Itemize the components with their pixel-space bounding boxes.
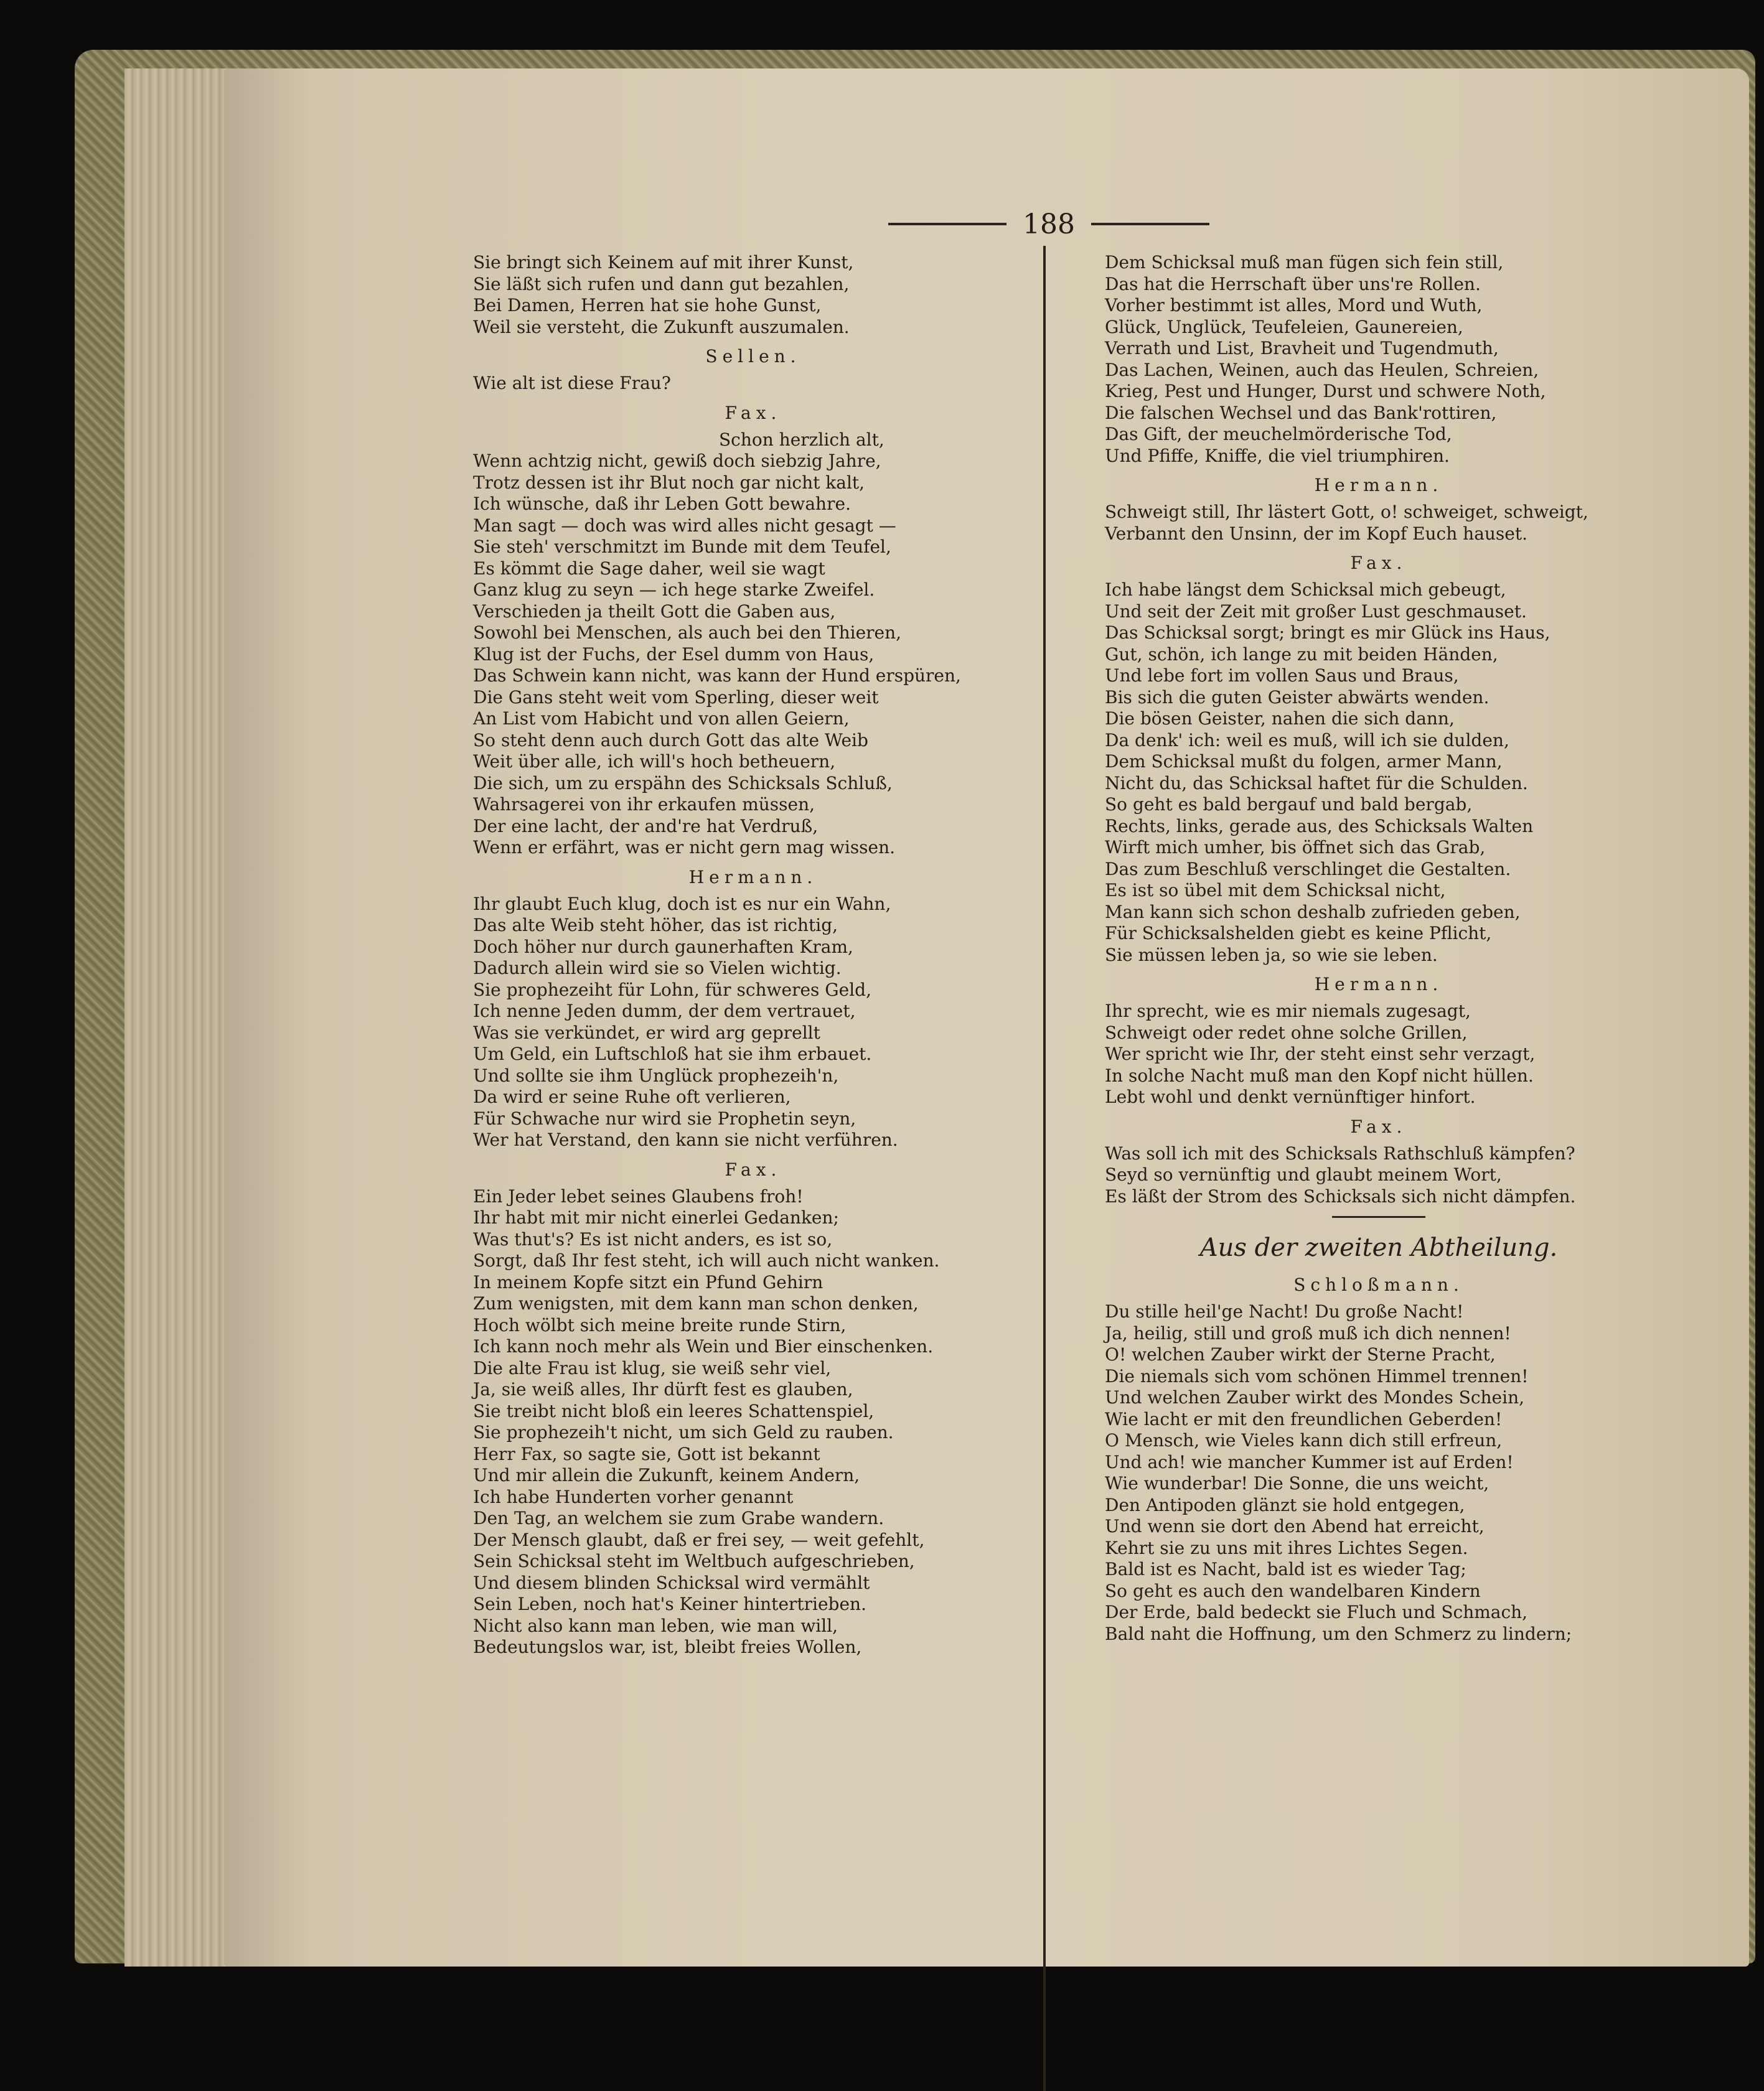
verse-line: Man kann sich schon deshalb zufrieden geben, <box>1105 901 1521 922</box>
speaker-name: Fax. <box>725 402 782 423</box>
verse-line: Für Schicksalshelden giebt es keine Pflicht, <box>1105 923 1492 943</box>
verse-line: Vorher bestimmt ist alles, Mord und Wuth, <box>1105 295 1483 316</box>
verse-line: Was sie verkündet, er wird arg geprellt <box>473 1022 820 1043</box>
speaker-name: Hermann. <box>1314 475 1443 495</box>
verse-line: Ich wünsche, daß ihr Leben Gott bewahre. <box>473 494 851 514</box>
verse-line: Kehrt sie zu uns mit ihres Lichtes Segen. <box>1105 1537 1468 1558</box>
verse-line: Und ach! wie mancher Kummer ist auf Erden! <box>1105 1451 1514 1472</box>
verse-line: Was soll ich mit des Schicksals Rathschluß kämpfen? <box>1105 1143 1575 1164</box>
verse-line: Ich nenne Jeden dumm, der dem vertrauet, <box>473 1001 856 1021</box>
verse-line: Die niemals sich vom schönen Himmel trennen! <box>1105 1365 1529 1387</box>
verse-line: Wenn er erfährt, was er nicht gern mag wissen. <box>473 837 896 858</box>
verse-line: Es ist so übel mit dem Schicksal nicht, <box>1105 880 1446 900</box>
verse-line: Bedeutungslos war, ist, bleibt freies Wollen, <box>473 1637 862 1657</box>
verse-line: Die bösen Geister, nahen die sich dann, <box>1105 708 1455 729</box>
verse-line: Das Gift, der meuchelmörderische Tod, <box>1105 424 1452 444</box>
speaker-name: Hermann. <box>688 866 818 887</box>
right-column <box>1105 252 1653 1645</box>
speaker-name: Fax. <box>725 1159 782 1180</box>
verse-line: Das hat die Herrschaft über uns're Rollen. <box>1105 273 1481 294</box>
verse-line: In meinem Kopfe sitzt ein Pfund Gehirn <box>473 1271 823 1293</box>
verse-line: Lebt wohl und denkt vernünftiger hinfort. <box>1105 1087 1476 1107</box>
verse-line: Klug ist der Fuchs, der Esel dumm von Haus, <box>473 643 875 665</box>
verse-line: Sie bringt sich Keinem auf mit ihrer Kunst, <box>473 252 854 273</box>
verse-line: Wirft mich umher, bis öffnet sich das Grab, <box>1105 837 1486 858</box>
verse-line: Die alte Frau ist klug, sie weiß sehr viel, <box>473 1357 832 1378</box>
verse-line: Ihr sprecht, wie es mir niemals zugesagt, <box>1105 1001 1471 1021</box>
verse-line: Ja, heilig, still und groß muß ich dich nennen! <box>1105 1322 1511 1344</box>
section-divider <box>1332 1216 1425 1218</box>
verse-line: Bald naht die Hoffnung, um den Schmerz zu lindern; <box>1105 1623 1572 1644</box>
verse-line: Verbannt den Unsinn, der im Kopf Euch hauset. <box>1105 523 1528 544</box>
header-rule-left <box>888 223 1006 225</box>
column-divider <box>1043 246 1046 2091</box>
verse-line: Nicht du, das Schicksal haftet für die Schulden. <box>1105 772 1528 793</box>
verse-line: Ihr glaubt Euch klug, doch ist es nur ein Wahn, <box>473 893 891 914</box>
verse-line: In solche Nacht muß man den Kopf nicht hüllen. <box>1105 1065 1534 1086</box>
verse-line: So steht denn auch durch Gott das alte Weib <box>473 729 868 751</box>
verse-line: Rechts, links, gerade aus, des Schicksals Walten <box>1105 815 1534 836</box>
verse-line: So geht es bald bergauf und bald bergab, <box>1105 794 1473 815</box>
speaker-name: Sellen. <box>705 346 801 367</box>
speaker-name: Fax. <box>1350 553 1407 573</box>
verse-line: Dem Schicksal mußt du folgen, armer Mann, <box>1105 751 1503 772</box>
verse-line: Sein Leben, noch hat's Keiner hintertrieben. <box>473 1594 866 1614</box>
verse-line: Ihr habt mit mir nicht einerlei Gedanken; <box>473 1207 839 1228</box>
verse-line: Weil sie versteht, die Zukunft auszumalen. <box>473 316 850 337</box>
verse-line: Nicht also kann man leben, wie man will, <box>473 1615 838 1636</box>
verse-line: Und Pfiffe, Kniffe, die viel triumphiren. <box>1105 445 1450 466</box>
verse-line: Und welchen Zauber wirkt des Mondes Schein, <box>1105 1387 1524 1408</box>
verse-line: Sie prophezeiht für Lohn, für schweres Geld, <box>473 979 872 1000</box>
verse-line: Hoch wölbt sich meine breite runde Stirn, <box>473 1314 847 1336</box>
speaker-name: Hermann. <box>1314 974 1443 994</box>
verse-line: Wenn achtzig nicht, gewiß doch siebzig Jahre, <box>473 451 881 471</box>
verse-line: Und sollte sie ihm Unglück prophezeih'n, <box>473 1065 839 1086</box>
verse-line: Für Schwache nur wird sie Prophetin seyn, <box>473 1108 856 1129</box>
verse-line: Sorgt, daß Ihr fest steht, ich will auch nicht wanken. <box>473 1250 940 1271</box>
verse-line: Wie lacht er mit den freundlichen Geberden! <box>1105 1408 1503 1429</box>
verse-line: Das zum Beschluß verschlinget die Gestalten. <box>1105 858 1511 879</box>
verse-line: O! welchen Zauber wirkt der Sterne Pracht, <box>1105 1344 1496 1365</box>
verse-line: Wahrsagerei von ihr erkaufen müssen, <box>473 794 815 815</box>
verse-line: Und lebe fort im vollen Saus und Braus, <box>1105 665 1459 686</box>
verse-line: Um Geld, ein Luftschloß hat sie ihm erbauet. <box>473 1044 872 1064</box>
speaker-name: Schloßmann. <box>1293 1275 1464 1295</box>
header-rule-right <box>1091 223 1209 225</box>
verse-line: Wie wunderbar! Die Sonne, die uns weicht, <box>1105 1473 1490 1494</box>
verse-line: Dadurch allein wird sie so Vielen wichtig. <box>473 958 842 978</box>
verse-line: Bei Damen, Herren hat sie hohe Gunst, <box>473 295 822 316</box>
verse-line: Bald ist es Nacht, bald ist es wieder Tag; <box>1105 1559 1466 1579</box>
verse-line: Ganz klug zu seyn — ich hege starke Zweifel. <box>473 579 875 600</box>
verse-line: Dem Schicksal muß man fügen sich fein still, <box>1105 252 1504 273</box>
verse-line: Ich habe längst dem Schicksal mich gebeugt, <box>1105 579 1506 600</box>
verse-line: Krieg, Pest und Hunger, Durst und schwere Noth, <box>1105 381 1546 401</box>
verse-line: Schweigt still, Ihr lästert Gott, o! schweiget, schweigt, <box>1105 502 1588 522</box>
page-header <box>884 208 1214 240</box>
verse-line: Der eine lacht, der and're hat Verdruß, <box>473 815 819 836</box>
verse-line: Seyd so vernünftig und glaubt meinem Wort, <box>1105 1164 1502 1185</box>
speaker-name: Fax. <box>1350 1116 1407 1137</box>
verse-line: Da wird er seine Ruhe oft verlieren, <box>473 1087 791 1107</box>
verse-line: Sein Schicksal steht im Weltbuch aufgeschrieben, <box>473 1551 915 1571</box>
verse-line: Das Schwein kann nicht, was kann der Hund erspüren, <box>473 665 961 686</box>
verse-line: Sie treibt nicht bloß ein leeres Schattenspiel, <box>473 1400 875 1421</box>
verse-line: Doch höher nur durch gaunerhaften Kram, <box>473 936 853 957</box>
verse-line: Verrath und List, Bravheit und Tugendmuth, <box>1105 338 1499 358</box>
verse-line: Ich habe Hunderten vorher genannt <box>473 1486 794 1507</box>
verse-line: Sie müssen leben ja, so wie sie leben. <box>1105 944 1438 965</box>
verse-line: Wer spricht wie Ihr, der steht einst sehr verzagt, <box>1105 1044 1536 1064</box>
verse-line: Die falschen Wechsel und das Bank'rottiren, <box>1105 402 1497 423</box>
verse-line: Den Antipoden glänzt sie hold entgegen, <box>1105 1494 1465 1515</box>
verse-line: So geht es auch den wandelbaren Kindern <box>1105 1580 1481 1601</box>
verse-line: Ich kann noch mehr als Wein und Bier einschenken. <box>473 1336 934 1357</box>
verse-line: Was thut's? Es ist nicht anders, es ist so, <box>473 1228 833 1250</box>
verse-line: Da denk' ich: weil es muß, will ich sie dulden, <box>1105 729 1509 751</box>
verse-line: Wer hat Verstand, den kann sie nicht verführen. <box>473 1130 898 1150</box>
verse-line: Sie läßt sich rufen und dann gut bezahlen, <box>473 273 850 294</box>
verse-line: Du stille heil'ge Nacht! Du große Nacht! <box>1105 1301 1464 1322</box>
verse-line: Es läßt der Strom des Schicksals sich nicht dämpfen. <box>1105 1186 1576 1207</box>
verse-line: Das Lachen, Weinen, auch das Heulen, Schreien, <box>1105 359 1539 380</box>
verse-line: O Mensch, wie Vieles kann dich still erfreun, <box>1105 1430 1503 1451</box>
verse-line: Man sagt — doch was wird alles nicht gesagt — <box>473 515 896 536</box>
verse-line: Verschieden ja theilt Gott die Gaben aus, <box>473 601 836 622</box>
verse-line: Der Erde, bald bedeckt sie Fluch und Schmach, <box>1105 1602 1528 1622</box>
verse-line: Den Tag, an welchem sie zum Grabe wandern. <box>473 1508 884 1528</box>
verse-line: Und diesem blinden Schicksal wird vermählt <box>473 1572 870 1593</box>
verse-line: Trotz dessen ist ihr Blut noch gar nicht kalt, <box>473 472 865 493</box>
verse-line: Der Mensch glaubt, daß er frei sey, — weit gefehlt, <box>473 1529 925 1550</box>
verse-line: Gut, schön, ich lange zu mit beiden Händen, <box>1105 643 1498 665</box>
verse-line: Glück, Unglück, Teufeleien, Gaunereien, <box>1105 316 1463 337</box>
verse-line: Schon herzlich alt, <box>719 429 884 450</box>
verse-line: Weit über alle, ich will's hoch betheuern, <box>473 751 836 772</box>
verse-line: Das Schicksal sorgt; bringt es mir Glück ins Haus, <box>1105 622 1551 643</box>
page-number: 188 <box>1023 208 1075 240</box>
verse-line: Bis sich die guten Geister abwärts wenden. <box>1105 686 1490 708</box>
left-column <box>473 252 1033 1658</box>
verse-line: Ein Jeder lebet seines Glaubens froh! <box>473 1186 804 1207</box>
verse-line: Und mir allein die Zukunft, keinem Andern, <box>473 1465 860 1485</box>
verse-line: Es kömmt die Sage daher, weil sie wagt <box>473 558 825 579</box>
section-title: Aus der zweiten Abtheilung. <box>1199 1233 1558 1262</box>
verse-line: Sowohl bei Menschen, als auch bei den Thieren, <box>473 622 902 643</box>
verse-line: Ja, sie weiß alles, Ihr dürft fest es glauben, <box>473 1379 853 1400</box>
verse-line: Und wenn sie dort den Abend hat erreicht, <box>1105 1516 1485 1537</box>
verse-line: Herr Fax, so sagte sie, Gott ist bekannt <box>473 1443 820 1464</box>
verse-line: Die sich, um zu erspähn des Schicksals Schluß, <box>473 772 893 793</box>
verse-line: Schweigt oder redet ohne solche Grillen, <box>1105 1022 1468 1043</box>
verse-line: Sie steh' verschmitzt im Bunde mit dem Teufel, <box>473 536 891 557</box>
verse-line: Und seit der Zeit mit großer Lust geschmauset. <box>1105 601 1527 622</box>
verse-line: An List vom Habicht und von allen Geiern, <box>473 708 850 729</box>
verse-line: Wie alt ist diese Frau? <box>473 373 671 393</box>
verse-line: Die Gans steht weit vom Sperling, dieser weit <box>473 686 879 708</box>
verse-line: Das alte Weib steht höher, das ist richtig, <box>473 915 838 935</box>
verse-line: Zum wenigsten, mit dem kann man schon denken, <box>473 1293 919 1314</box>
verse-line: Sie prophezeih't nicht, um sich Geld zu rauben. <box>473 1422 894 1443</box>
